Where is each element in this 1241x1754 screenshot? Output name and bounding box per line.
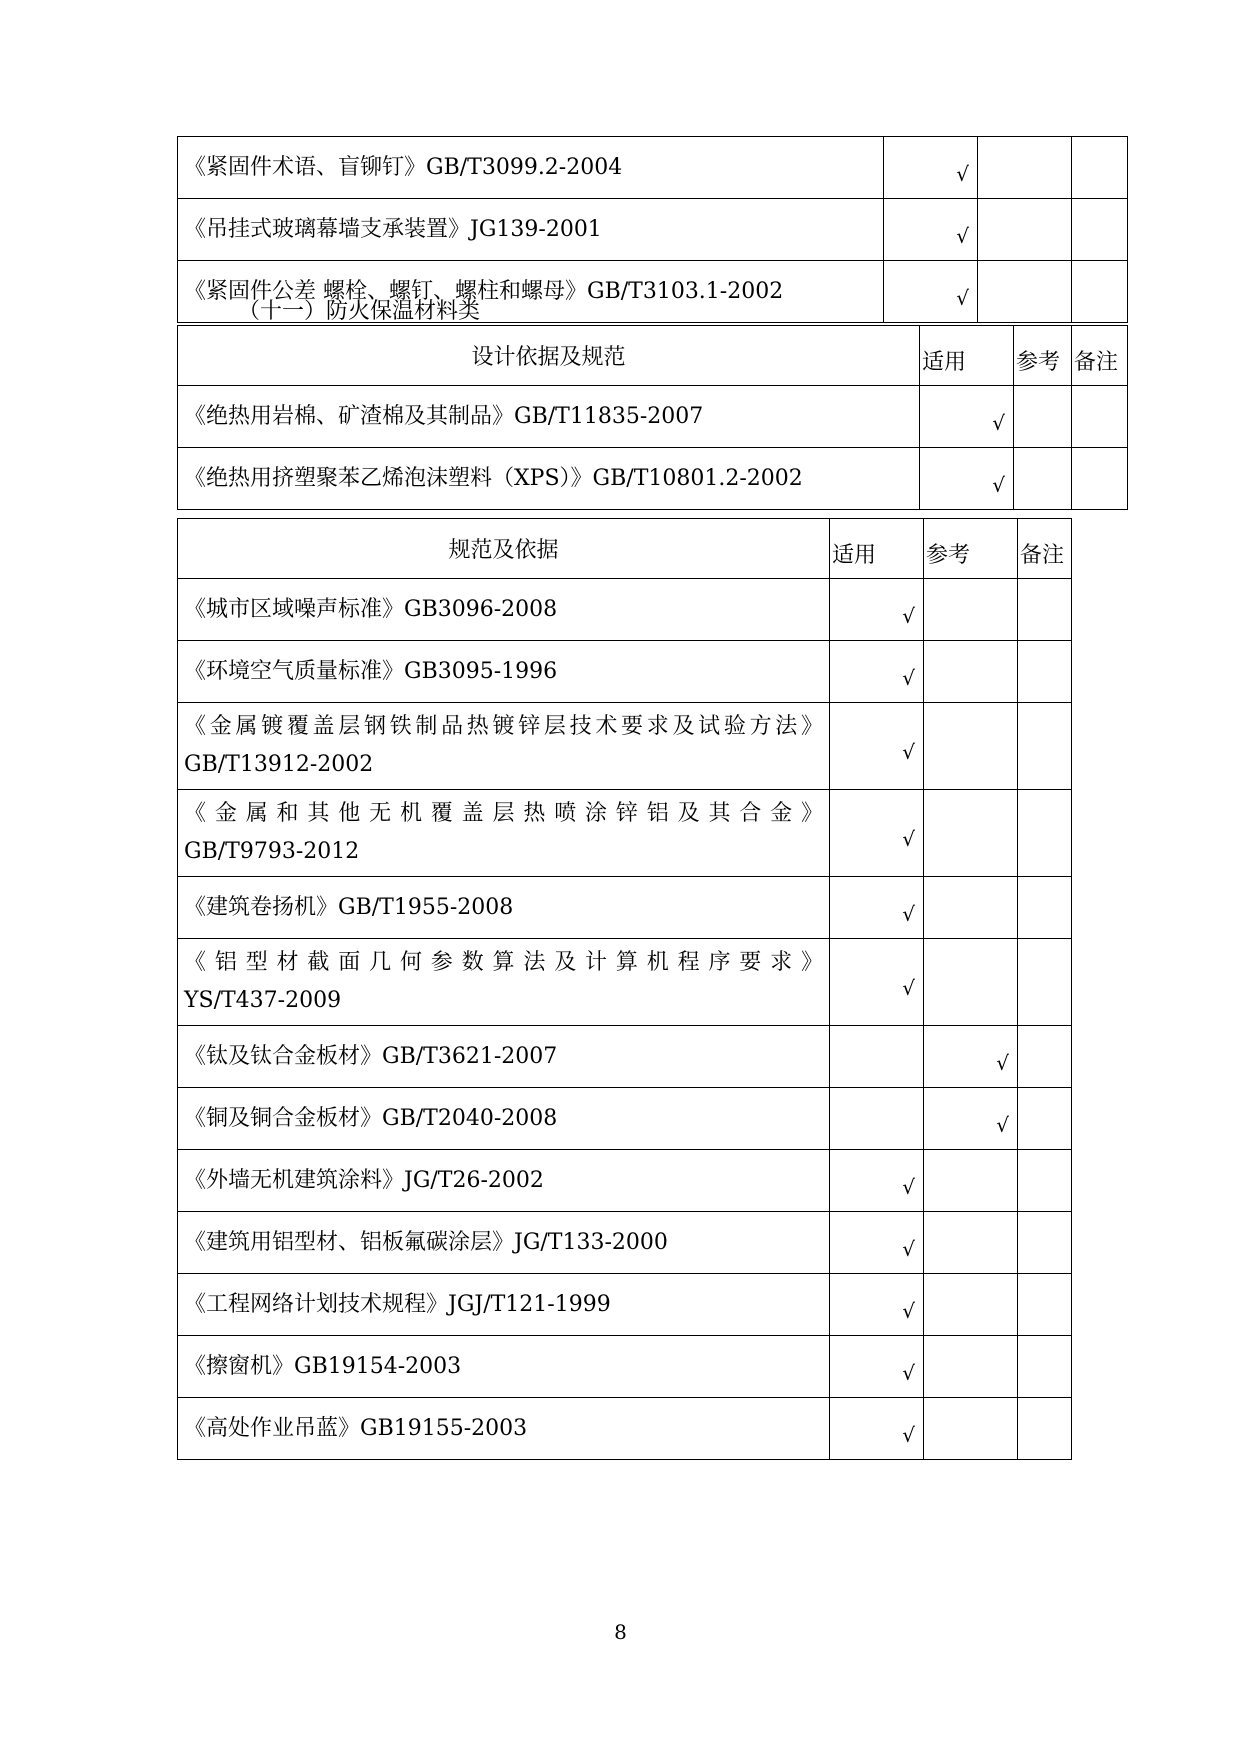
reference-check xyxy=(978,137,1072,199)
column-header-applicable: 适用 xyxy=(830,519,924,579)
fireproof-insulation-table xyxy=(177,325,1128,510)
table-row xyxy=(178,790,1072,877)
table-row xyxy=(178,703,1072,790)
reference-check xyxy=(924,1274,1018,1336)
table-row xyxy=(178,877,1072,939)
standard-name-line1: 《铝型材截面几何参数算法及计算机程序要求》 xyxy=(184,950,823,975)
reference-check xyxy=(924,1398,1018,1460)
standard-name xyxy=(178,939,830,1026)
standard-name: 《紧固件公差 螺栓、螺钉、螺柱和螺母》GB/T3103.1-2002 xyxy=(178,261,884,323)
applicable-check: √ xyxy=(830,790,924,877)
note-cell xyxy=(1018,1336,1072,1398)
standard-name xyxy=(178,790,830,877)
applicable-check: √ xyxy=(920,448,1014,510)
standard-name: 《建筑卷扬机》GB/T1955-2008 xyxy=(178,877,830,939)
standard-name: 《吊挂式玻璃幕墙支承装置》JG139-2001 xyxy=(178,199,884,261)
note-cell xyxy=(1018,1398,1072,1460)
standard-name: 《高处作业吊蓝》GB19155-2003 xyxy=(178,1398,830,1460)
note-cell xyxy=(1018,579,1072,641)
table-header-row xyxy=(178,519,1072,579)
note-cell xyxy=(1072,386,1128,448)
reference-check xyxy=(924,579,1018,641)
table-row xyxy=(178,1212,1072,1274)
table-row xyxy=(178,386,1128,448)
section-title: （十一）防火保温材料类 xyxy=(238,299,481,324)
note-cell xyxy=(1018,790,1072,877)
reference-check xyxy=(924,703,1018,790)
table-row xyxy=(178,448,1128,510)
reference-check xyxy=(978,261,1072,323)
reference-check xyxy=(924,790,1018,877)
reference-check xyxy=(924,1150,1018,1212)
applicable-check: √ xyxy=(884,261,978,323)
standard-name-line2: YS/T437-2009 xyxy=(184,988,342,1013)
table-row xyxy=(178,1274,1072,1336)
table-row xyxy=(178,579,1072,641)
table-row xyxy=(178,199,1128,261)
table-header-row xyxy=(178,326,1128,386)
note-cell xyxy=(1018,1026,1072,1088)
applicable-check xyxy=(830,1088,924,1150)
column-header-name: 规范及依据 xyxy=(178,519,830,579)
reference-check xyxy=(924,641,1018,703)
note-cell xyxy=(1072,261,1128,323)
standard-name-line2: GB/T9793-2012 xyxy=(184,839,360,864)
table-row xyxy=(178,1088,1072,1150)
standard-name: 《绝热用岩棉、矿渣棉及其制品》GB/T11835-2007 xyxy=(178,386,920,448)
column-header-applicable: 适用 xyxy=(920,326,1014,386)
standard-name: 《环境空气质量标准》GB3095-1996 xyxy=(178,641,830,703)
standard-name: 《工程网络计划技术规程》JGJ/T121-1999 xyxy=(178,1274,830,1336)
column-header-reference: 参考 xyxy=(924,519,1018,579)
standard-name: 《铜及铜合金板材》GB/T2040-2008 xyxy=(178,1088,830,1150)
applicable-check: √ xyxy=(884,199,978,261)
applicable-check: √ xyxy=(830,939,924,1026)
note-cell xyxy=(1072,137,1128,199)
applicable-check: √ xyxy=(920,386,1014,448)
note-cell xyxy=(1018,1088,1072,1150)
applicable-check: √ xyxy=(830,877,924,939)
applicable-check: √ xyxy=(830,1150,924,1212)
column-header-name: 设计依据及规范 xyxy=(178,326,920,386)
applicable-check: √ xyxy=(830,1274,924,1336)
note-cell xyxy=(1018,1212,1072,1274)
column-header-note: 备注 xyxy=(1072,326,1128,386)
standard-name: 《外墙无机建筑涂料》JG/T26-2002 xyxy=(178,1150,830,1212)
note-cell xyxy=(1072,199,1128,261)
reference-check xyxy=(924,939,1018,1026)
reference-check xyxy=(1014,386,1072,448)
general-standards-table xyxy=(177,518,1072,1460)
applicable-check: √ xyxy=(830,1398,924,1460)
table-row xyxy=(178,641,1072,703)
standard-name: 《钛及钛合金板材》GB/T3621-2007 xyxy=(178,1026,830,1088)
standard-name: 《建筑用铝型材、铝板氟碳涂层》JG/T133-2000 xyxy=(178,1212,830,1274)
note-cell xyxy=(1072,448,1128,510)
standard-name: 《擦窗机》GB19154-2003 xyxy=(178,1336,830,1398)
note-cell xyxy=(1018,1150,1072,1212)
applicable-check: √ xyxy=(830,703,924,790)
note-cell xyxy=(1018,641,1072,703)
reference-check xyxy=(924,1212,1018,1274)
page-number: 8 xyxy=(614,1620,627,1644)
column-header-note: 备注 xyxy=(1018,519,1072,579)
note-cell xyxy=(1018,703,1072,790)
reference-check xyxy=(924,1336,1018,1398)
applicable-check: √ xyxy=(830,1212,924,1274)
standard-name: 《城市区域噪声标准》GB3096-2008 xyxy=(178,579,830,641)
standard-name-line2: GB/T13912-2002 xyxy=(184,752,374,777)
applicable-check: √ xyxy=(830,579,924,641)
standard-name: 《绝热用挤塑聚苯乙烯泡沫塑料（XPS）》GB/T10801.2-2002 xyxy=(178,448,920,510)
table-row xyxy=(178,939,1072,1026)
note-cell xyxy=(1018,939,1072,1026)
reference-check xyxy=(1014,448,1072,510)
standard-name-line1: 《金属和其他无机覆盖层热喷涂锌铝及其合金》 xyxy=(184,801,823,826)
applicable-check xyxy=(830,1026,924,1088)
applicable-check: √ xyxy=(884,137,978,199)
reference-check xyxy=(924,877,1018,939)
table-row xyxy=(178,1398,1072,1460)
applicable-check: √ xyxy=(830,1336,924,1398)
table-row xyxy=(178,1336,1072,1398)
table-row xyxy=(178,1150,1072,1212)
column-header-reference: 参考 xyxy=(1014,326,1072,386)
table-row xyxy=(178,137,1128,199)
applicable-check: √ xyxy=(830,641,924,703)
reference-check: √ xyxy=(924,1088,1018,1150)
table-row xyxy=(178,1026,1072,1088)
standard-name xyxy=(178,703,830,790)
note-cell xyxy=(1018,877,1072,939)
standard-name: 《紧固件术语、盲铆钉》GB/T3099.2-2004 xyxy=(178,137,884,199)
reference-check: √ xyxy=(924,1026,1018,1088)
standard-name-line1: 《金属镀覆盖层钢铁制品热镀锌层技术要求及试验方法》 xyxy=(184,714,823,739)
reference-check xyxy=(978,199,1072,261)
note-cell xyxy=(1018,1274,1072,1336)
